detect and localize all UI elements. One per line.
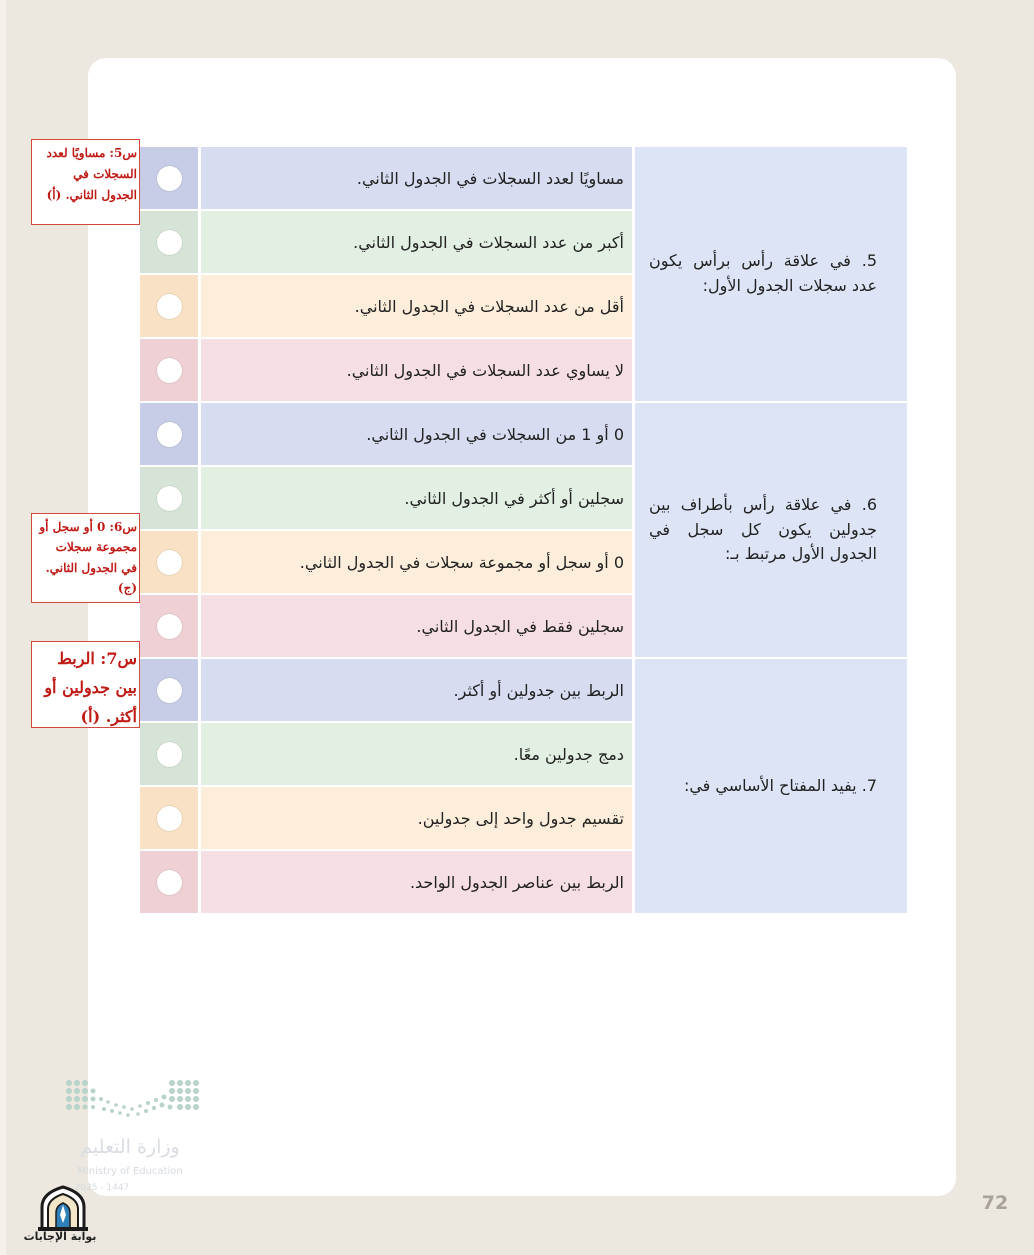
radio-button[interactable] — [157, 742, 182, 767]
radio-button[interactable] — [157, 358, 182, 383]
option-text: 0 أو 1 من السجلات في الجدول الثاني. — [201, 403, 632, 465]
option-row[interactable] — [140, 147, 632, 209]
ministry-name-arabic: وزارة التعليم — [80, 1136, 180, 1158]
radio-button[interactable] — [157, 230, 182, 255]
question-group-6 — [140, 403, 908, 657]
radio-button[interactable] — [157, 806, 182, 831]
option-row[interactable] — [140, 211, 632, 273]
answers-portal-label: بوابة الإجابات — [23, 1230, 97, 1243]
option-row[interactable] — [140, 595, 632, 657]
option-row[interactable] — [140, 723, 632, 785]
option-text: لا يساوي عدد السجلات في الجدول الثاني. — [201, 339, 632, 401]
question-group-5 — [140, 147, 908, 401]
option-row[interactable] — [140, 787, 632, 849]
option-text: تقسيم جدول واحد إلى جدولين. — [201, 787, 632, 849]
option-row[interactable] — [140, 339, 632, 401]
option-row[interactable] — [140, 659, 632, 721]
option-row[interactable] — [140, 403, 632, 465]
option-text: مساويًا لعدد السجلات في الجدول الثاني. — [201, 147, 632, 209]
ministry-name-english: Ministry of Education — [77, 1166, 183, 1177]
option-text: الربط بين جدولين أو أكثر. — [201, 659, 632, 721]
option-row[interactable] — [140, 275, 632, 337]
answer-note-5: س5: مساويًا لعدد السجلات في الجدول الثاني. (أ) — [31, 139, 140, 225]
option-text: سجلين أو أكثر في الجدول الثاني. — [201, 467, 632, 529]
option-row[interactable] — [140, 467, 632, 529]
radio-button[interactable] — [157, 486, 182, 511]
question-text-5: 5. في علاقة رأس برأس يكون عدد سجلات الجدول الأول: — [635, 147, 907, 401]
option-text: أكبر من عدد السجلات في الجدول الثاني. — [201, 211, 632, 273]
page-edge — [0, 0, 6, 1255]
radio-button[interactable] — [157, 422, 182, 447]
page-number: 72 — [981, 1192, 1009, 1214]
radio-button[interactable] — [157, 550, 182, 575]
option-text: سجلين فقط في الجدول الثاني. — [201, 595, 632, 657]
answers-portal-logo-icon — [28, 1183, 98, 1255]
option-text: 0 أو سجل أو مجموعة سجلات في الجدول الثاني. — [201, 531, 632, 593]
radio-button[interactable] — [157, 870, 182, 895]
option-text: دمج جدولين معًا. — [201, 723, 632, 785]
question-text-6: 6. في علاقة رأس بأطراف بين جدولين يكون كل سجل في الجدول الأول مرتبط بـ: — [635, 403, 907, 657]
option-row[interactable] — [140, 531, 632, 593]
option-text: أقل من عدد السجلات في الجدول الثاني. — [201, 275, 632, 337]
question-text-7: 7. يفيد المفتاح الأساسي في: — [635, 659, 907, 913]
answer-note-6: س6: 0 أو سجل أو مجموعة سجلات في الجدول الثاني. (ج) — [31, 513, 140, 603]
radio-button[interactable] — [157, 294, 182, 319]
ministry-year: 2025 - 1447 — [74, 1183, 130, 1193]
option-row[interactable] — [140, 851, 632, 913]
answer-note-7: س7: الربط بين جدولين أو أكثر. (أ) — [31, 641, 140, 728]
question-group-7 — [140, 659, 908, 913]
radio-button[interactable] — [157, 166, 182, 191]
radio-button[interactable] — [157, 614, 182, 639]
option-text: الربط بين عناصر الجدول الواحد. — [201, 851, 632, 913]
radio-button[interactable] — [157, 678, 182, 703]
